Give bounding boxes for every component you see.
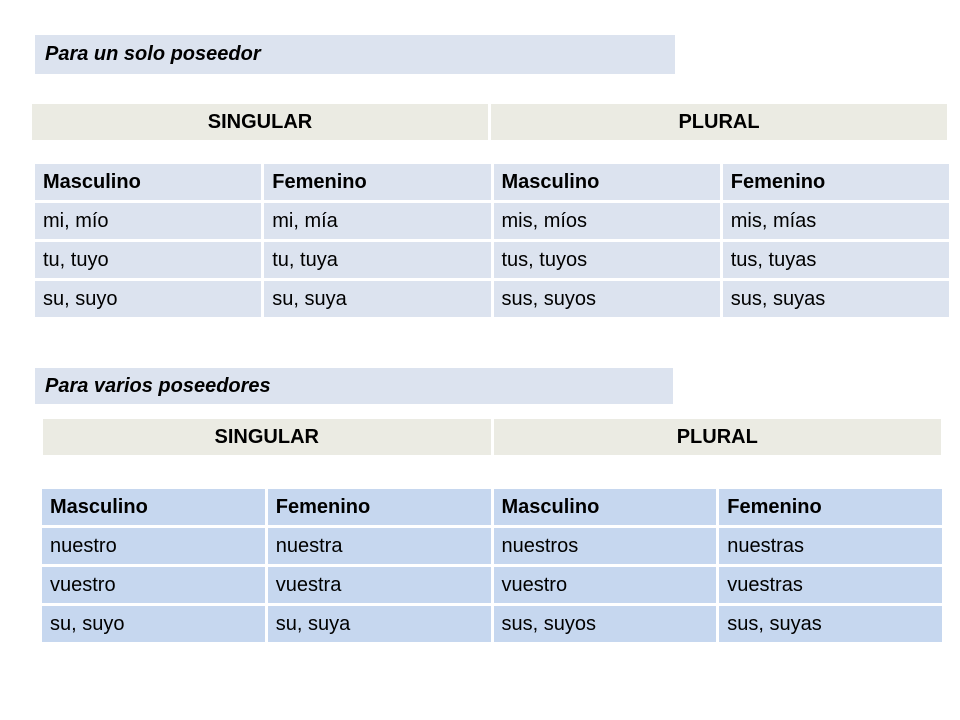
column-header: Femenino [723, 164, 949, 200]
table-cell: vuestro [494, 567, 717, 603]
plural-header: PLURAL [491, 104, 947, 140]
possessive-forms-table-multiple-owners [39, 486, 945, 645]
column-header: Femenino [268, 489, 491, 525]
table-cell: vuestras [719, 567, 942, 603]
section-title-single-owner: Para un solo poseedor [35, 35, 675, 74]
table-cell: tu, tuyo [35, 242, 261, 278]
table-row [35, 242, 949, 278]
table-cell: mi, mío [35, 203, 261, 239]
section-title-multiple-owners: Para varios poseedores [35, 368, 673, 404]
table-row [35, 203, 949, 239]
table-cell: nuestra [268, 528, 491, 564]
singular-header: SINGULAR [32, 104, 488, 140]
number-header-single-owner [32, 104, 947, 140]
number-header-multiple-owners [43, 419, 941, 455]
table-cell: mi, mía [264, 203, 490, 239]
table-cell: mis, míos [494, 203, 720, 239]
table-cell: sus, suyos [494, 281, 720, 317]
table-row [42, 606, 942, 642]
table-cell: sus, suyas [723, 281, 949, 317]
table-cell: vuestra [268, 567, 491, 603]
table-cell: nuestras [719, 528, 942, 564]
table-row [35, 281, 949, 317]
table-cell: su, suya [264, 281, 490, 317]
table-cell: tu, tuya [264, 242, 490, 278]
table-cell: nuestro [42, 528, 265, 564]
column-header: Masculino [42, 489, 265, 525]
table-cell: sus, suyos [494, 606, 717, 642]
column-header: Femenino [719, 489, 942, 525]
table-cell: sus, suyas [719, 606, 942, 642]
table-row [42, 567, 942, 603]
table-cell: vuestro [42, 567, 265, 603]
table-cell: su, suyo [42, 606, 265, 642]
table-cell: mis, mías [723, 203, 949, 239]
table-cell: nuestros [494, 528, 717, 564]
column-header: Masculino [494, 489, 717, 525]
table-cell: tus, tuyos [494, 242, 720, 278]
column-header: Masculino [35, 164, 261, 200]
table-cell: su, suyo [35, 281, 261, 317]
table-header-row [42, 489, 942, 525]
table-header-row [35, 164, 949, 200]
column-header: Masculino [494, 164, 720, 200]
table-cell: tus, tuyas [723, 242, 949, 278]
singular-header: SINGULAR [43, 419, 491, 455]
table-cell: su, suya [268, 606, 491, 642]
column-header: Femenino [264, 164, 490, 200]
possessive-forms-table-single-owner [32, 161, 952, 320]
plural-header: PLURAL [494, 419, 942, 455]
table-row [42, 528, 942, 564]
